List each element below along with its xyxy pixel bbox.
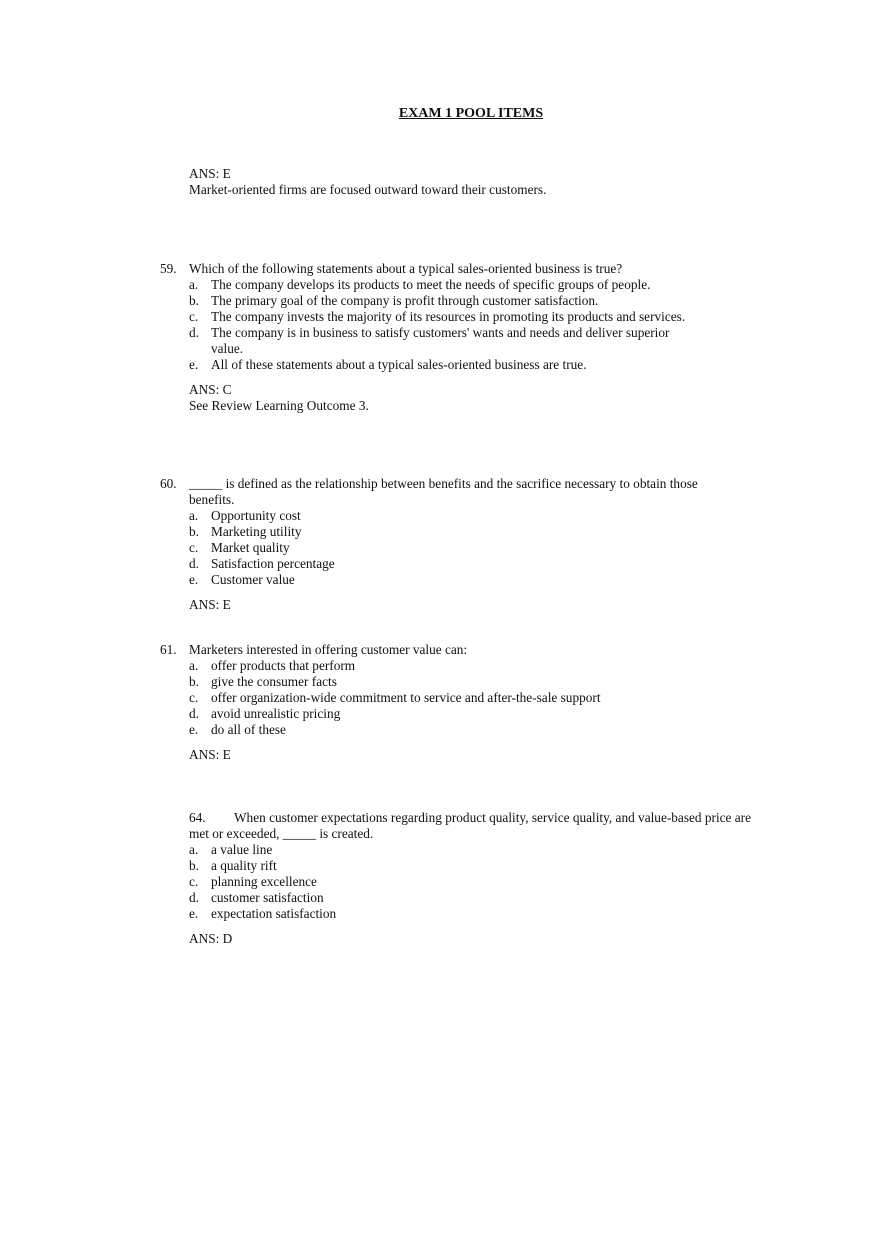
option-a — [189, 842, 754, 858]
answer-text: ANS: D — [189, 931, 233, 946]
option-text: The primary goal of the company is profit through customer satisfaction. — [211, 293, 599, 308]
option-text: planning excellence — [211, 874, 317, 889]
option-c — [189, 540, 770, 556]
options-list — [189, 658, 770, 738]
option-text: Opportunity cost — [211, 508, 301, 523]
option-b — [189, 293, 770, 309]
option-d — [189, 890, 754, 906]
option-label: a. — [189, 508, 199, 523]
option-text: Customer value — [211, 572, 295, 587]
option-b — [189, 524, 770, 540]
explanation-text: See Review Learning Outcome 3. — [189, 398, 369, 413]
option-label: c. — [189, 309, 199, 324]
option-text: avoid unrealistic pricing — [211, 706, 341, 721]
option-text: The company develops its products to meet the needs of specific groups of people. — [211, 277, 651, 292]
option-text: All of these statements about a typical sales-oriented business are true. — [211, 357, 587, 372]
option-text: Marketing utility — [211, 524, 302, 539]
question-number: 64. — [189, 810, 206, 825]
options-list — [189, 508, 770, 588]
question-text: When customer expectations regarding product quality, service quality, and value-based price are met or exceeded, _____ is created. — [189, 810, 752, 841]
option-label: d. — [189, 706, 199, 721]
option-c — [189, 874, 754, 890]
question-60 — [160, 476, 770, 613]
option-label: b. — [189, 524, 199, 539]
option-text: a value line — [211, 842, 273, 857]
option-b — [189, 858, 754, 874]
answer-text: ANS: C — [189, 382, 232, 397]
option-c — [189, 690, 770, 706]
question-number: 59. — [160, 261, 177, 276]
question-stem — [160, 476, 719, 508]
option-d — [189, 706, 770, 722]
option-e — [189, 572, 770, 588]
page-title: EXAM 1 POOL ITEMS — [398, 106, 544, 121]
option-d — [189, 556, 770, 572]
option-label: d. — [189, 556, 199, 571]
answer-text: ANS: E — [189, 166, 231, 181]
option-label: c. — [189, 874, 199, 889]
answer-block — [189, 931, 754, 947]
question-59 — [160, 261, 770, 414]
option-e — [189, 357, 770, 373]
question-stem — [160, 642, 770, 658]
question-text: Marketers interested in offering customer value can: — [189, 642, 468, 657]
option-label: e. — [189, 357, 199, 372]
option-label: b. — [189, 293, 199, 308]
question-stem — [189, 810, 754, 842]
question-text: _____ is defined as the relationship between benefits and the sacrifice necessary to obtain those benefits. — [189, 476, 698, 507]
answer-block — [189, 597, 770, 613]
question-stem — [160, 261, 770, 277]
option-text: Satisfaction percentage — [211, 556, 335, 571]
option-e — [189, 722, 770, 738]
option-b — [189, 674, 770, 690]
option-text: expectation satisfaction — [211, 906, 337, 921]
option-text: The company invests the majority of its resources in promoting its products and services. — [211, 309, 686, 324]
option-label: c. — [189, 540, 199, 555]
option-a — [189, 277, 770, 293]
option-label: a. — [189, 842, 199, 857]
question-number: 60. — [160, 476, 177, 491]
options-list — [189, 277, 770, 373]
option-e — [189, 906, 754, 922]
answer-text: ANS: E — [189, 747, 231, 762]
option-label: c. — [189, 690, 199, 705]
option-text: a quality rift — [211, 858, 277, 873]
option-d — [189, 325, 686, 357]
question-64 — [189, 810, 754, 947]
option-text: customer satisfaction — [211, 890, 324, 905]
option-text: give the consumer facts — [211, 674, 337, 689]
option-a — [189, 508, 770, 524]
options-list — [189, 842, 754, 922]
option-label: d. — [189, 325, 199, 340]
answer-text: ANS: E — [189, 597, 231, 612]
option-label: d. — [189, 890, 199, 905]
option-c — [189, 309, 770, 325]
option-label: a. — [189, 658, 199, 673]
question-number: 61. — [160, 642, 177, 657]
option-label: e. — [189, 906, 199, 921]
answer-block — [189, 382, 770, 414]
question-text: Which of the following statements about a typical sales-oriented business is true? — [189, 261, 623, 276]
option-label: e. — [189, 722, 199, 737]
option-label: b. — [189, 858, 199, 873]
question-61 — [160, 642, 770, 763]
option-text: do all of these — [211, 722, 286, 737]
option-label: e. — [189, 572, 199, 587]
answer-block — [189, 747, 770, 763]
intro-answer-block — [189, 166, 769, 198]
option-text: offer products that perform — [211, 658, 356, 673]
option-label: b. — [189, 674, 199, 689]
option-text: Market quality — [211, 540, 290, 555]
option-text: The company is in business to satisfy customers' wants and needs and deliver superior value. — [211, 325, 670, 356]
option-text: offer organization-wide commitment to service and after-the-sale support — [211, 690, 601, 705]
explanation-text: Market-oriented firms are focused outward toward their customers. — [189, 182, 547, 197]
option-a — [189, 658, 770, 674]
option-label: a. — [189, 277, 199, 292]
